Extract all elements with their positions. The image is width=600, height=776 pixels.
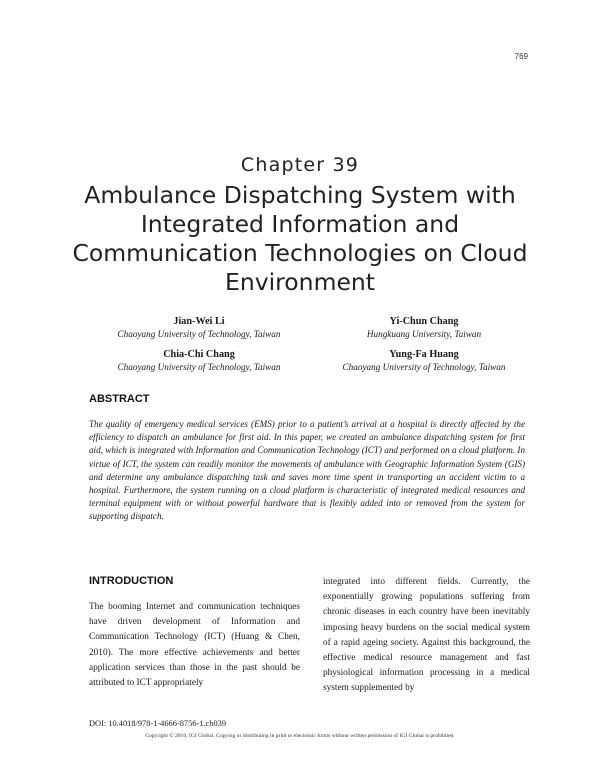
author-name: Yung-Fa Huang xyxy=(389,349,459,360)
introduction-left-column: The booming Internet and communication techniques have driven development of Information and Communication Technology (ICT) (Huang & Chen, 2010). The more effective achievements and better application services than those in the past should be attributed to ICT appropriately xyxy=(89,602,300,689)
chapter-label: Chapter 39 xyxy=(240,154,360,176)
author-affiliation: Chaoyang University of Technology, Taiwan xyxy=(117,329,281,339)
author-affiliation: Chaoyang University of Technology, Taiwan xyxy=(342,362,506,372)
chapter-title: Ambulance Dispatching System with Integrated Information and Communication Technologies on Cloud Environment xyxy=(72,181,528,296)
introduction-right-column: integrated into different fields. Currently, the exponentially growing populations suffering from chronic diseases in each country have been inevitably imposing heavy burdens on the social medical system of a rapid ageing society. Against this background, the effective medical resource management and fast physiological information processing in a medical system supplemented by xyxy=(323,577,530,694)
author-affiliation: Chaoyang University of Technology, Taiwan xyxy=(117,362,281,372)
author-name: Yi-Chun Chang xyxy=(389,316,459,327)
abstract-heading: ABSTRACT xyxy=(89,393,150,405)
author-name: Chia-Chi Chang xyxy=(163,349,235,360)
introduction-heading: INTRODUCTION xyxy=(89,575,174,587)
author-block xyxy=(79,348,319,373)
author-name: Jian-Wei Li xyxy=(173,316,225,327)
abstract-text: The quality of emergency medical services (EMS) prior to a patient’s arrival at a hospital is directly affected by the efficiency to dispatch an ambulance for first aid. In this paper, we created an ambulance dispatching system for first aid, which is integrated with Information and Communication Technology (ICT) and performed on a cloud platform. In virtue of ICT, the system can readily monitor the movements of ambulance with Geographic Information System (GIS) and determine any ambulance dispatching task and saves more time spent in transporting an accident victim to a hospital. Furthermore, the system running on a cloud platform is characteristic of integrated medical resources and terminal equipment with or without powerful hardware that is flexibly added into or removed from the system for supporting dispatch. xyxy=(89,419,525,522)
doi: DOI: 10.4018/978-1-4666-8756-1.ch039 xyxy=(89,719,227,728)
author-block xyxy=(304,348,544,373)
page-number: 769 xyxy=(514,52,528,61)
author-block xyxy=(79,315,319,340)
author-affiliation: Hungkuang University, Taiwan xyxy=(366,329,482,339)
copyright-notice: Copyright © 2016, IGI Global. Copying or distributing in print or electronic forms without written permission of IGI Global is prohibited. xyxy=(145,733,455,739)
author-block xyxy=(304,315,544,340)
